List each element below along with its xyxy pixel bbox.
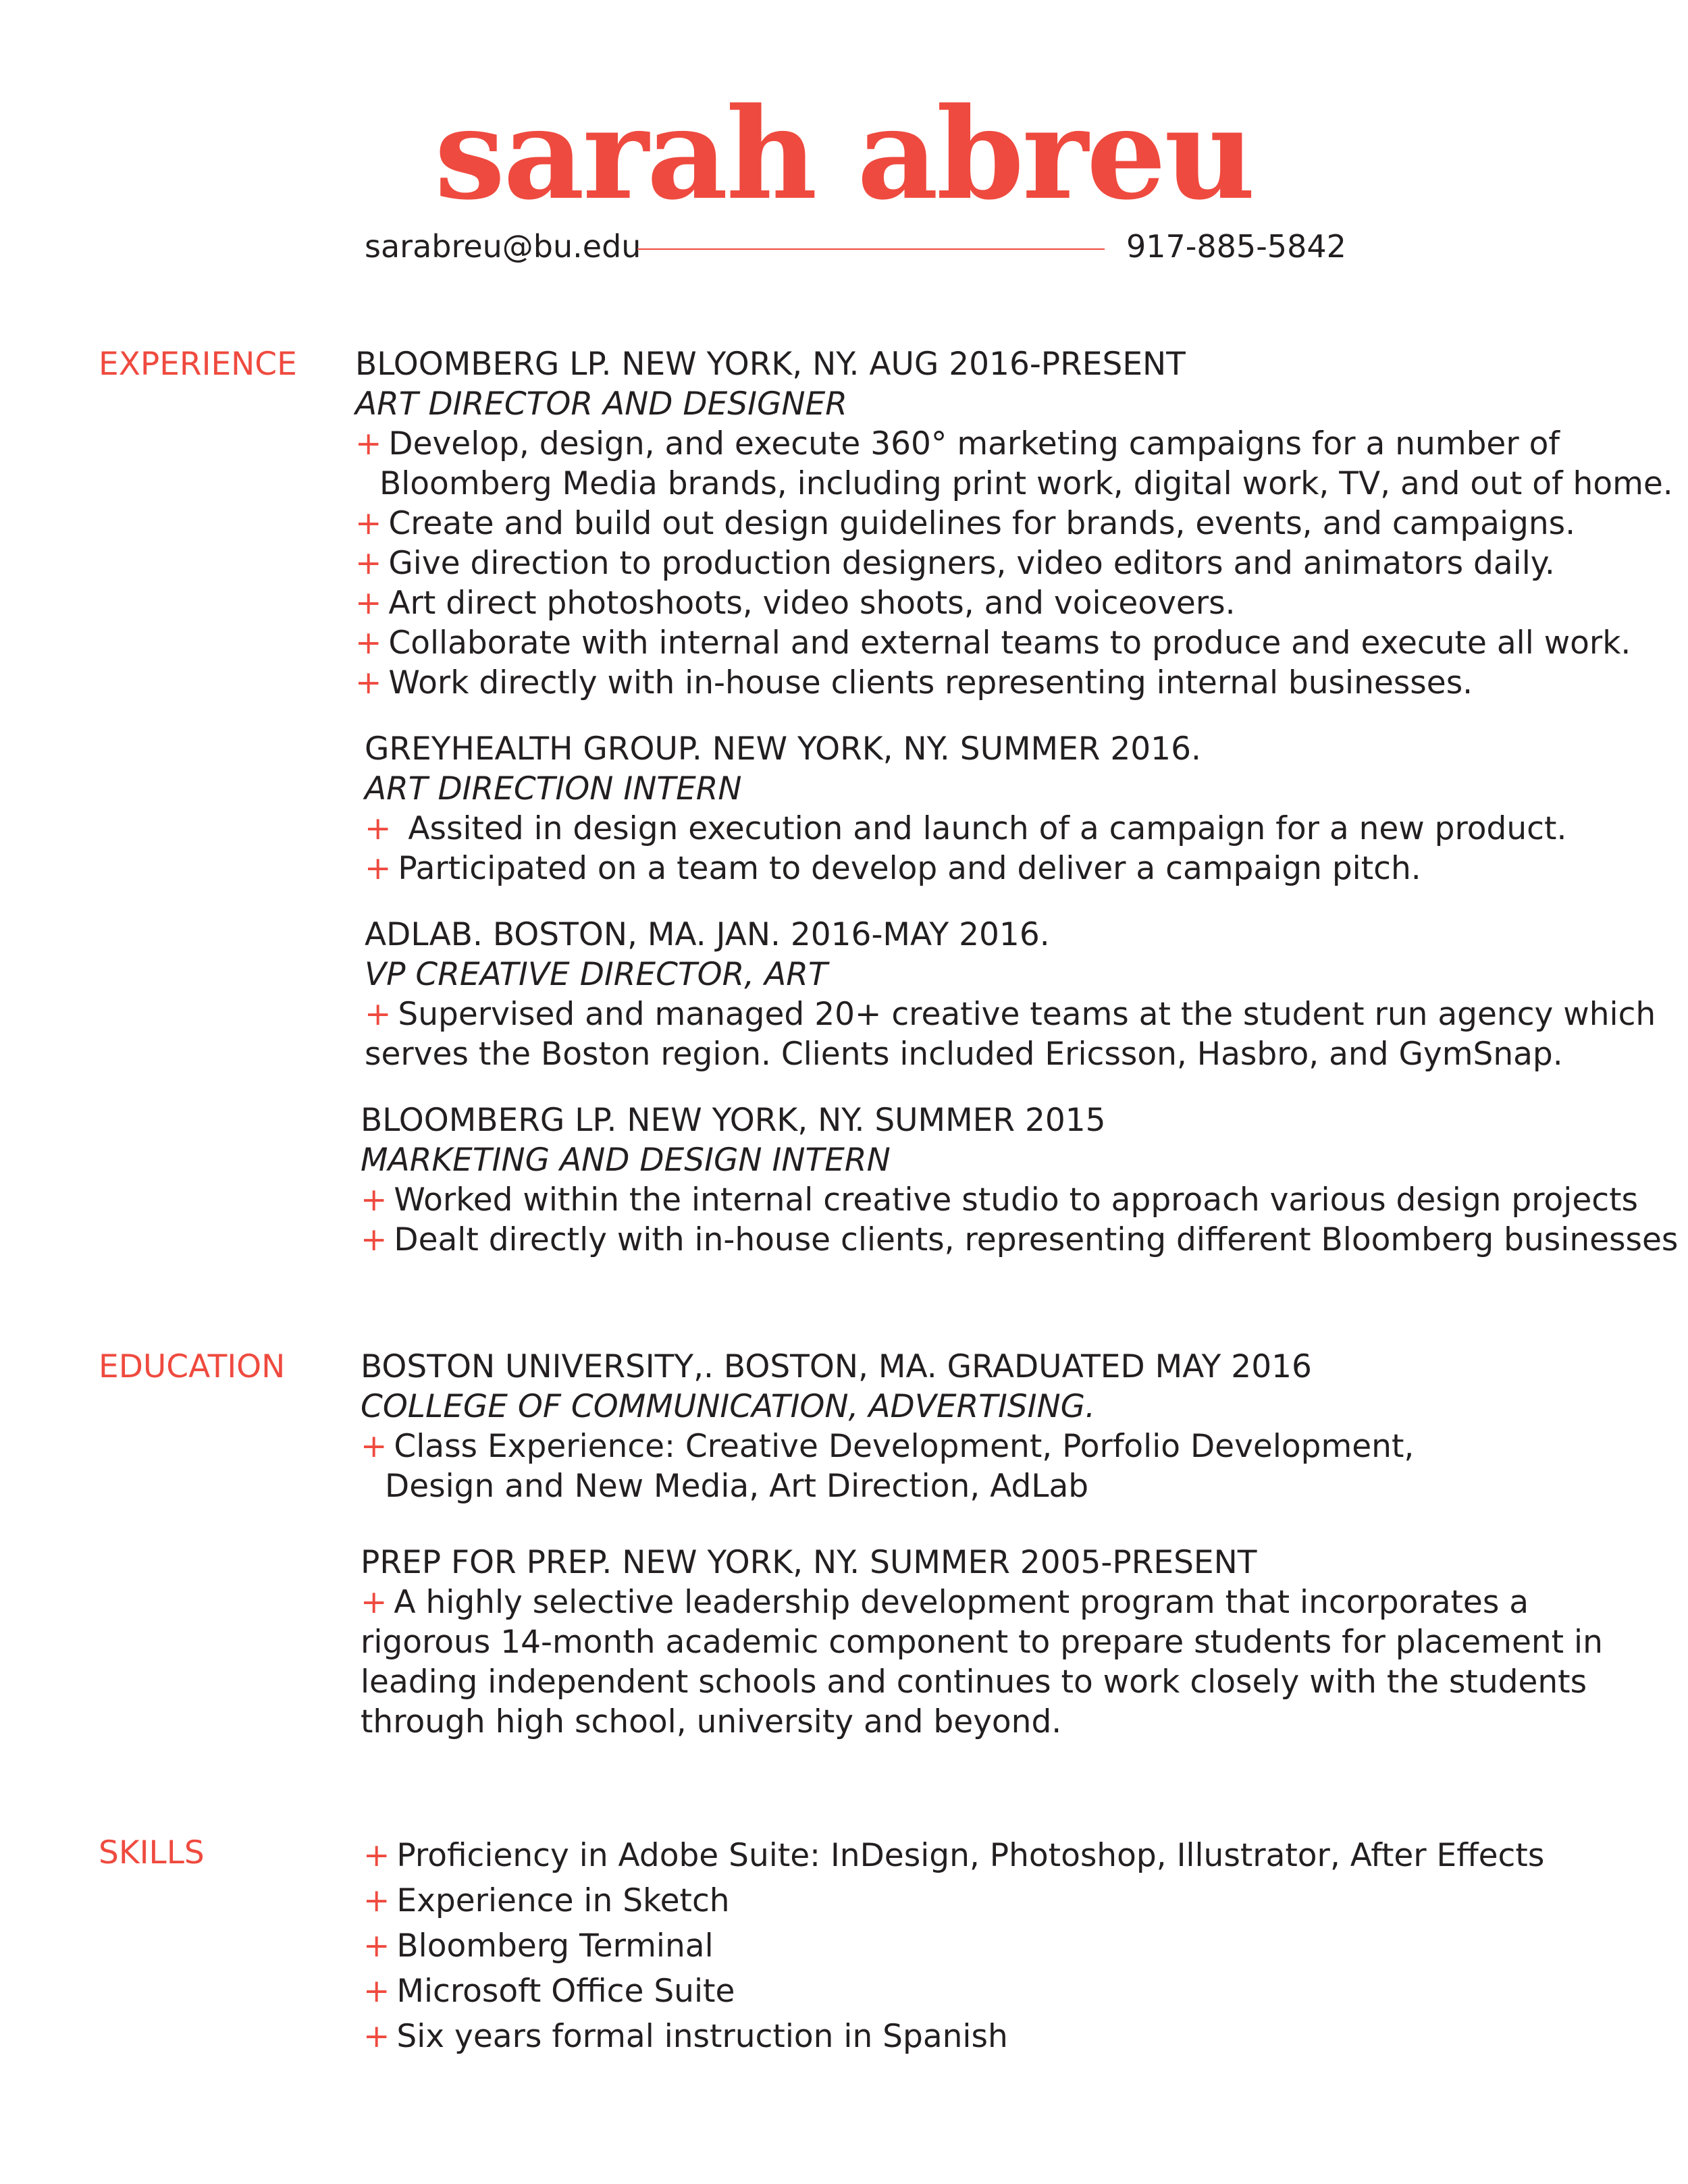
skill-item: + Experience in Sketch [363, 1882, 730, 1919]
section-label-experience: EXPERIENCE [99, 346, 297, 383]
section-label-skills: SKILLS [99, 1834, 205, 1871]
bullet-item: + Supervised and managed 20+ creative teams at the student run agency which [365, 996, 1656, 1033]
experience-entry [355, 344, 1673, 703]
bullet-item: + Give direction to production designers, video editors and animators daily. [355, 545, 1555, 582]
plus-icon: + [363, 1882, 390, 1919]
plus-icon: + [355, 505, 382, 542]
plus-icon: + [355, 425, 382, 462]
plus-icon: + [363, 1927, 390, 1965]
skill-item: + Bloomberg Terminal [363, 1927, 714, 1965]
skill-item: + Six years formal instruction in Spanish [363, 2018, 1008, 2055]
plus-icon: + [365, 996, 392, 1033]
section-label-education: EDUCATION [99, 1348, 286, 1385]
entry-role: MARKETING AND DESIGN INTERN [361, 1142, 891, 1179]
entry-role: ART DIRECTOR AND DESIGNER [355, 385, 847, 423]
plus-icon: + [355, 664, 382, 701]
paragraph-line: leading independent schools and continues to work closely with the students [361, 1663, 1587, 1701]
skill-item: + Microsoft Office Suite [363, 1973, 735, 2010]
plus-icon: + [363, 1973, 390, 2010]
plus-icon: + [355, 624, 382, 662]
bullet-item: + Participated on a team to develop and deliver a campaign pitch. [365, 850, 1421, 887]
experience-entry [365, 915, 1656, 1074]
entry-heading: GREYHEALTH GROUP. NEW YORK, NY. SUMMER 2016. [365, 730, 1201, 768]
plus-icon: + [361, 1221, 388, 1258]
bullet-item: + Develop, design, and execute 360° marketing campaigns for a number of [355, 425, 1560, 462]
bullet-item: + Assited in design execution and launch of a campaign for a new product. [365, 810, 1567, 847]
entry-role: ART DIRECTION INTERN [365, 770, 742, 807]
entry-heading: ADLAB. BOSTON, MA. JAN. 2016-MAY 2016. [365, 916, 1050, 953]
entry-role: COLLEGE OF COMMUNICATION, ADVERTISING. [361, 1388, 1096, 1425]
contact-divider [637, 248, 1105, 250]
skills-list [363, 1833, 1544, 2059]
experience-entry [365, 729, 1566, 888]
bullet-item: + Create and build out design guidelines for brands, events, and campaigns. [355, 505, 1576, 542]
entry-heading: BLOOMBERG LP. NEW YORK, NY. SUMMER 2015 [361, 1102, 1106, 1139]
plus-icon: + [363, 2018, 390, 2055]
entry-role: VP CREATIVE DIRECTOR, ART [365, 956, 828, 993]
plus-icon: + [365, 850, 392, 887]
contact-phone: 917-885-5842 [1126, 228, 1346, 265]
plus-icon: + [365, 810, 392, 847]
bullet-item: + Work directly with in-house clients representing internal businesses. [355, 664, 1473, 701]
paragraph-line: rigorous 14-month academic component to prepare students for placement in [361, 1624, 1603, 1661]
contact-email: sarabreu@bu.edu [365, 228, 641, 265]
experience-entry [361, 1100, 1678, 1260]
bullet-item: + Worked within the internal creative studio to approach various design projects [361, 1181, 1639, 1219]
bullet-continuation: Bloomberg Media brands, including print work, digital work, TV, and out of home. [379, 465, 1673, 502]
skill-item: + Proficiency in Adobe Suite: InDesign, Photoshop, Illustrator, After Effects [363, 1837, 1545, 1874]
bullet-continuation: serves the Boston region. Clients included Ericsson, Hasbro, and GymSnap. [365, 1036, 1563, 1073]
bullet-item: + Class Experience: Creative Development, Porfolio Development, [361, 1428, 1415, 1465]
plus-icon: + [361, 1584, 388, 1621]
paragraph-line: through high school, university and beyond. [361, 1703, 1062, 1740]
plus-icon: + [361, 1181, 388, 1219]
resume-name: sarah abreu [434, 80, 1254, 228]
entry-heading: BOSTON UNIVERSITY,. BOSTON, MA. GRADUATED MAY 2016 [361, 1348, 1312, 1385]
plus-icon: + [355, 585, 382, 622]
bullet-item: + A highly selective leadership development program that incorporates a [361, 1584, 1529, 1621]
plus-icon: + [355, 545, 382, 582]
bullet-item: + Dealt directly with in-house clients, representing different Bloomberg businesses [361, 1221, 1679, 1258]
plus-icon: + [361, 1428, 388, 1465]
plus-icon: + [363, 1837, 390, 1874]
education-entry [361, 1347, 1414, 1506]
bullet-item: + Collaborate with internal and external teams to produce and execute all work. [355, 624, 1631, 662]
education-entry [361, 1543, 1603, 1742]
bullet-item: + Art direct photoshoots, video shoots, and voiceovers. [355, 585, 1236, 622]
entry-heading: BLOOMBERG LP. NEW YORK, NY. AUG 2016-PRESENT [355, 346, 1186, 383]
bullet-continuation: Design and New Media, Art Direction, AdLab [385, 1468, 1089, 1505]
entry-heading: PREP FOR PREP. NEW YORK, NY. SUMMER 2005-PRESENT [361, 1544, 1257, 1581]
